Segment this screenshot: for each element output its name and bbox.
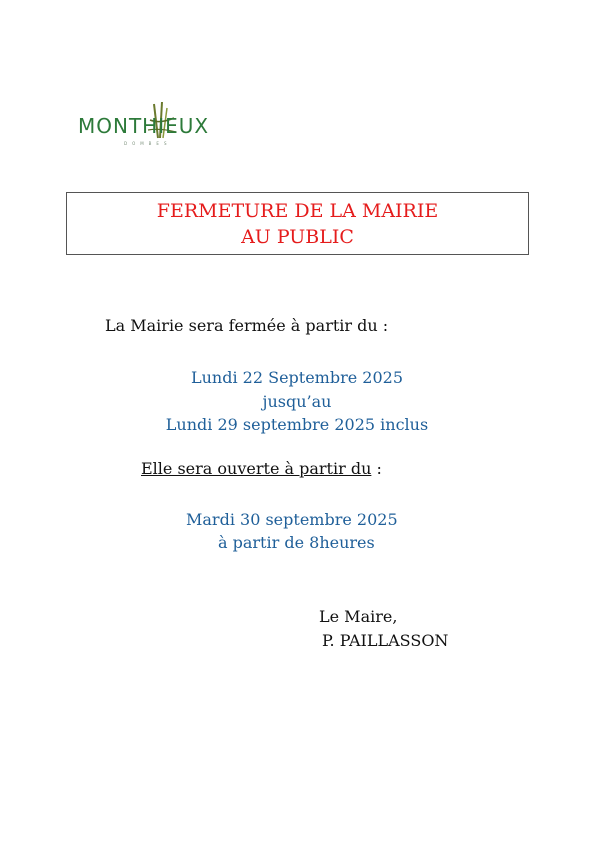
logo-subtitle: DOMBES — [124, 141, 172, 146]
open-from-colon: : — [371, 459, 382, 478]
closed-start-date: Lundi 22 Septembre 2025 — [190, 368, 404, 387]
signature-role: Le Maire, — [319, 607, 398, 626]
notice-title-line1: FERMETURE DE LA MAIRIE — [156, 200, 439, 222]
notice-title-line2: AU PUBLIC — [241, 226, 354, 248]
until-text: jusqu’au — [262, 392, 332, 411]
reopen-time: à partir de 8heures — [218, 533, 375, 552]
closed-from-label: La Mairie sera fermée à partir du : — [105, 316, 389, 335]
logo-wordmark: MONTHIEUX — [78, 114, 210, 138]
reopen-date: Mardi 30 septembre 2025 — [186, 510, 398, 529]
open-from-label — [141, 459, 382, 479]
notice-title-box — [66, 192, 529, 255]
open-from-text: Elle sera ouverte à partir du — [141, 459, 372, 478]
signature-name: P. PAILLASSON — [322, 631, 449, 650]
closed-end-date: Lundi 29 septembre 2025 inclus — [165, 415, 429, 434]
town-logo — [74, 102, 234, 152]
